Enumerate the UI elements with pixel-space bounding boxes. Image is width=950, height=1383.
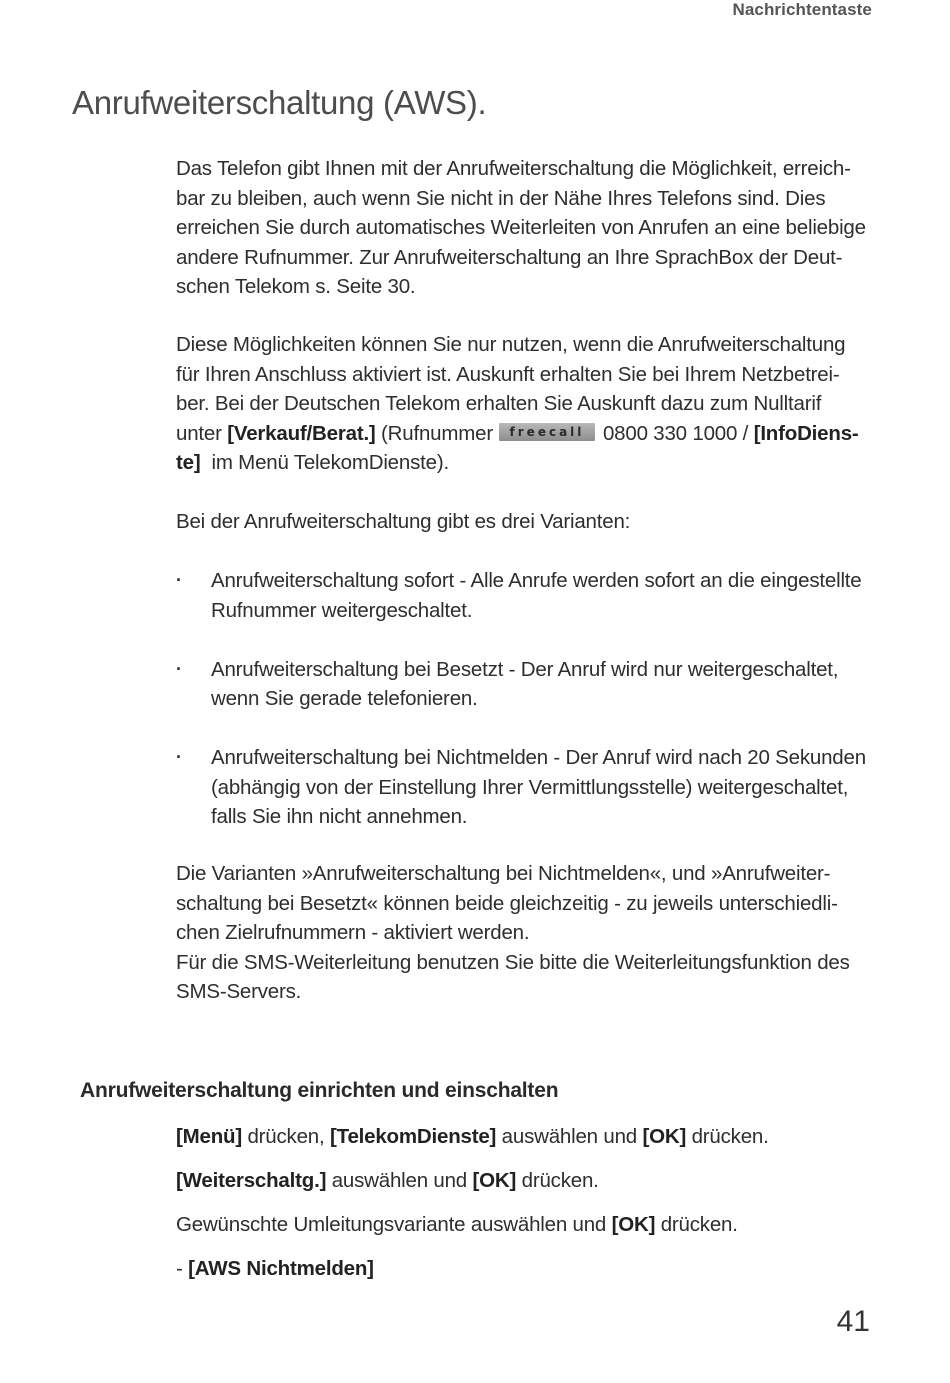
text-line: chen Zielrufnummern - aktiviert werden. bbox=[176, 921, 530, 944]
bullet-icon: · bbox=[176, 658, 182, 679]
menu-key-infodienste: [InfoDiens- bbox=[753, 421, 859, 445]
menu-key: [Menü] bbox=[176, 1125, 242, 1148]
list-item: · Anrufweiterschaltung sofort - Alle Anrufe werden sofort an die eingestellte Rufnummer weitergeschaltet. bbox=[176, 566, 876, 625]
text-line: bar zu bleiben, auch wenn Sie nicht in der Nähe Ihres Telefons sind. Dies bbox=[176, 186, 826, 210]
menu-key: [AWS Nichtmelden] bbox=[188, 1257, 374, 1280]
variants-note bbox=[176, 859, 876, 1007]
text-line: Das Telefon gibt Ihnen mit der Anrufweiterschaltung die Möglichkeit, erreich- bbox=[176, 157, 851, 180]
text-line: erreichen Sie durch automatisches Weiterleiten von Anrufen an eine beliebige bbox=[176, 216, 866, 239]
text-line: SMS-Servers. bbox=[176, 980, 302, 1003]
menu-key: [Weiterschaltg.] bbox=[176, 1169, 327, 1192]
list-item: · Anrufweiterschaltung bei Nichtmelden - Der Anruf wird nach 20 Sekunden (abhängig von der Einstellung Ihrer Vermittlungsstelle) weitergeschaltet, falls Sie ihn nicht annehmen. bbox=[176, 743, 876, 832]
step-2: [Weiterschaltg.] auswählen und [OK] drücken. bbox=[176, 1169, 599, 1192]
text-line: ber. Bei der Deutschen Telekom erhalten Sie Auskunft dazu zum Nulltarif bbox=[176, 392, 822, 415]
section-subheading: Anrufweiterschaltung einrichten und einschalten bbox=[80, 1079, 559, 1102]
menu-key: [OK] bbox=[611, 1213, 656, 1236]
variants-intro: Bei der Anrufweiterschaltung gibt es drei Varianten: bbox=[176, 510, 631, 533]
bullet-list bbox=[176, 566, 876, 832]
step-4: - [AWS Nichtmelden] bbox=[176, 1257, 374, 1280]
menu-key: [OK] bbox=[472, 1169, 517, 1192]
bullet-icon: · bbox=[176, 570, 182, 590]
page-title: Anrufweiterschaltung (AWS). bbox=[72, 84, 487, 121]
menu-key-infodienste-cont: te] bbox=[176, 451, 201, 474]
text-line: te] im Menü TelekomDienste). bbox=[176, 451, 449, 474]
page-number: 41 bbox=[836, 1305, 870, 1338]
menu-key: [OK] bbox=[642, 1125, 687, 1148]
freecall-logo: freecall bbox=[499, 423, 595, 441]
menu-key-verkauf: [Verkauf/Berat.] bbox=[227, 421, 376, 445]
intro-paragraph-2 bbox=[176, 330, 876, 478]
text-line: Diese Möglichkeiten können Sie nur nutzen, wenn die Anrufweiterschaltung bbox=[176, 333, 846, 356]
text-line: Für die SMS-Weiterleitung benutzen Sie bitte die Weiterleitungsfunktion des bbox=[176, 950, 850, 974]
list-item: · Anrufweiterschaltung bei Besetzt - Der Anruf wird nur weitergeschaltet, wenn Sie gerade telefonieren. bbox=[176, 655, 876, 714]
step-3: Gewünschte Umleitungsvariante auswählen und [OK] drücken. bbox=[176, 1213, 738, 1236]
menu-key: [TelekomDienste] bbox=[330, 1125, 497, 1148]
bullet-icon: · bbox=[176, 747, 182, 767]
text-line: unter [Verkauf/Berat.] (Rufnummer freecall 0800 330 1000 / [InfoDiens- bbox=[176, 421, 859, 445]
intro-paragraph-1 bbox=[176, 154, 876, 302]
step-1: [Menü] drücken, [TelekomDienste] auswählen und [OK] drücken. bbox=[176, 1125, 769, 1148]
running-header: Nachrichtentaste bbox=[732, 0, 872, 19]
text-line: schaltung bei Besetzt« können beide gleichzeitig - zu jeweils unterschiedli- bbox=[176, 891, 838, 915]
text-line: für Ihren Anschluss aktiviert ist. Auskunft erhalten Sie bei Ihrem Netzbetrei- bbox=[176, 362, 840, 386]
text-line: schen Telekom s. Seite 30. bbox=[176, 275, 416, 298]
text-line: andere Rufnummer. Zur Anrufweiterschaltung an Ihre SprachBox der Deut- bbox=[176, 245, 843, 269]
text-line: Die Varianten »Anrufweiterschaltung bei Nichtmelden«, und »Anrufweiter- bbox=[176, 862, 831, 885]
